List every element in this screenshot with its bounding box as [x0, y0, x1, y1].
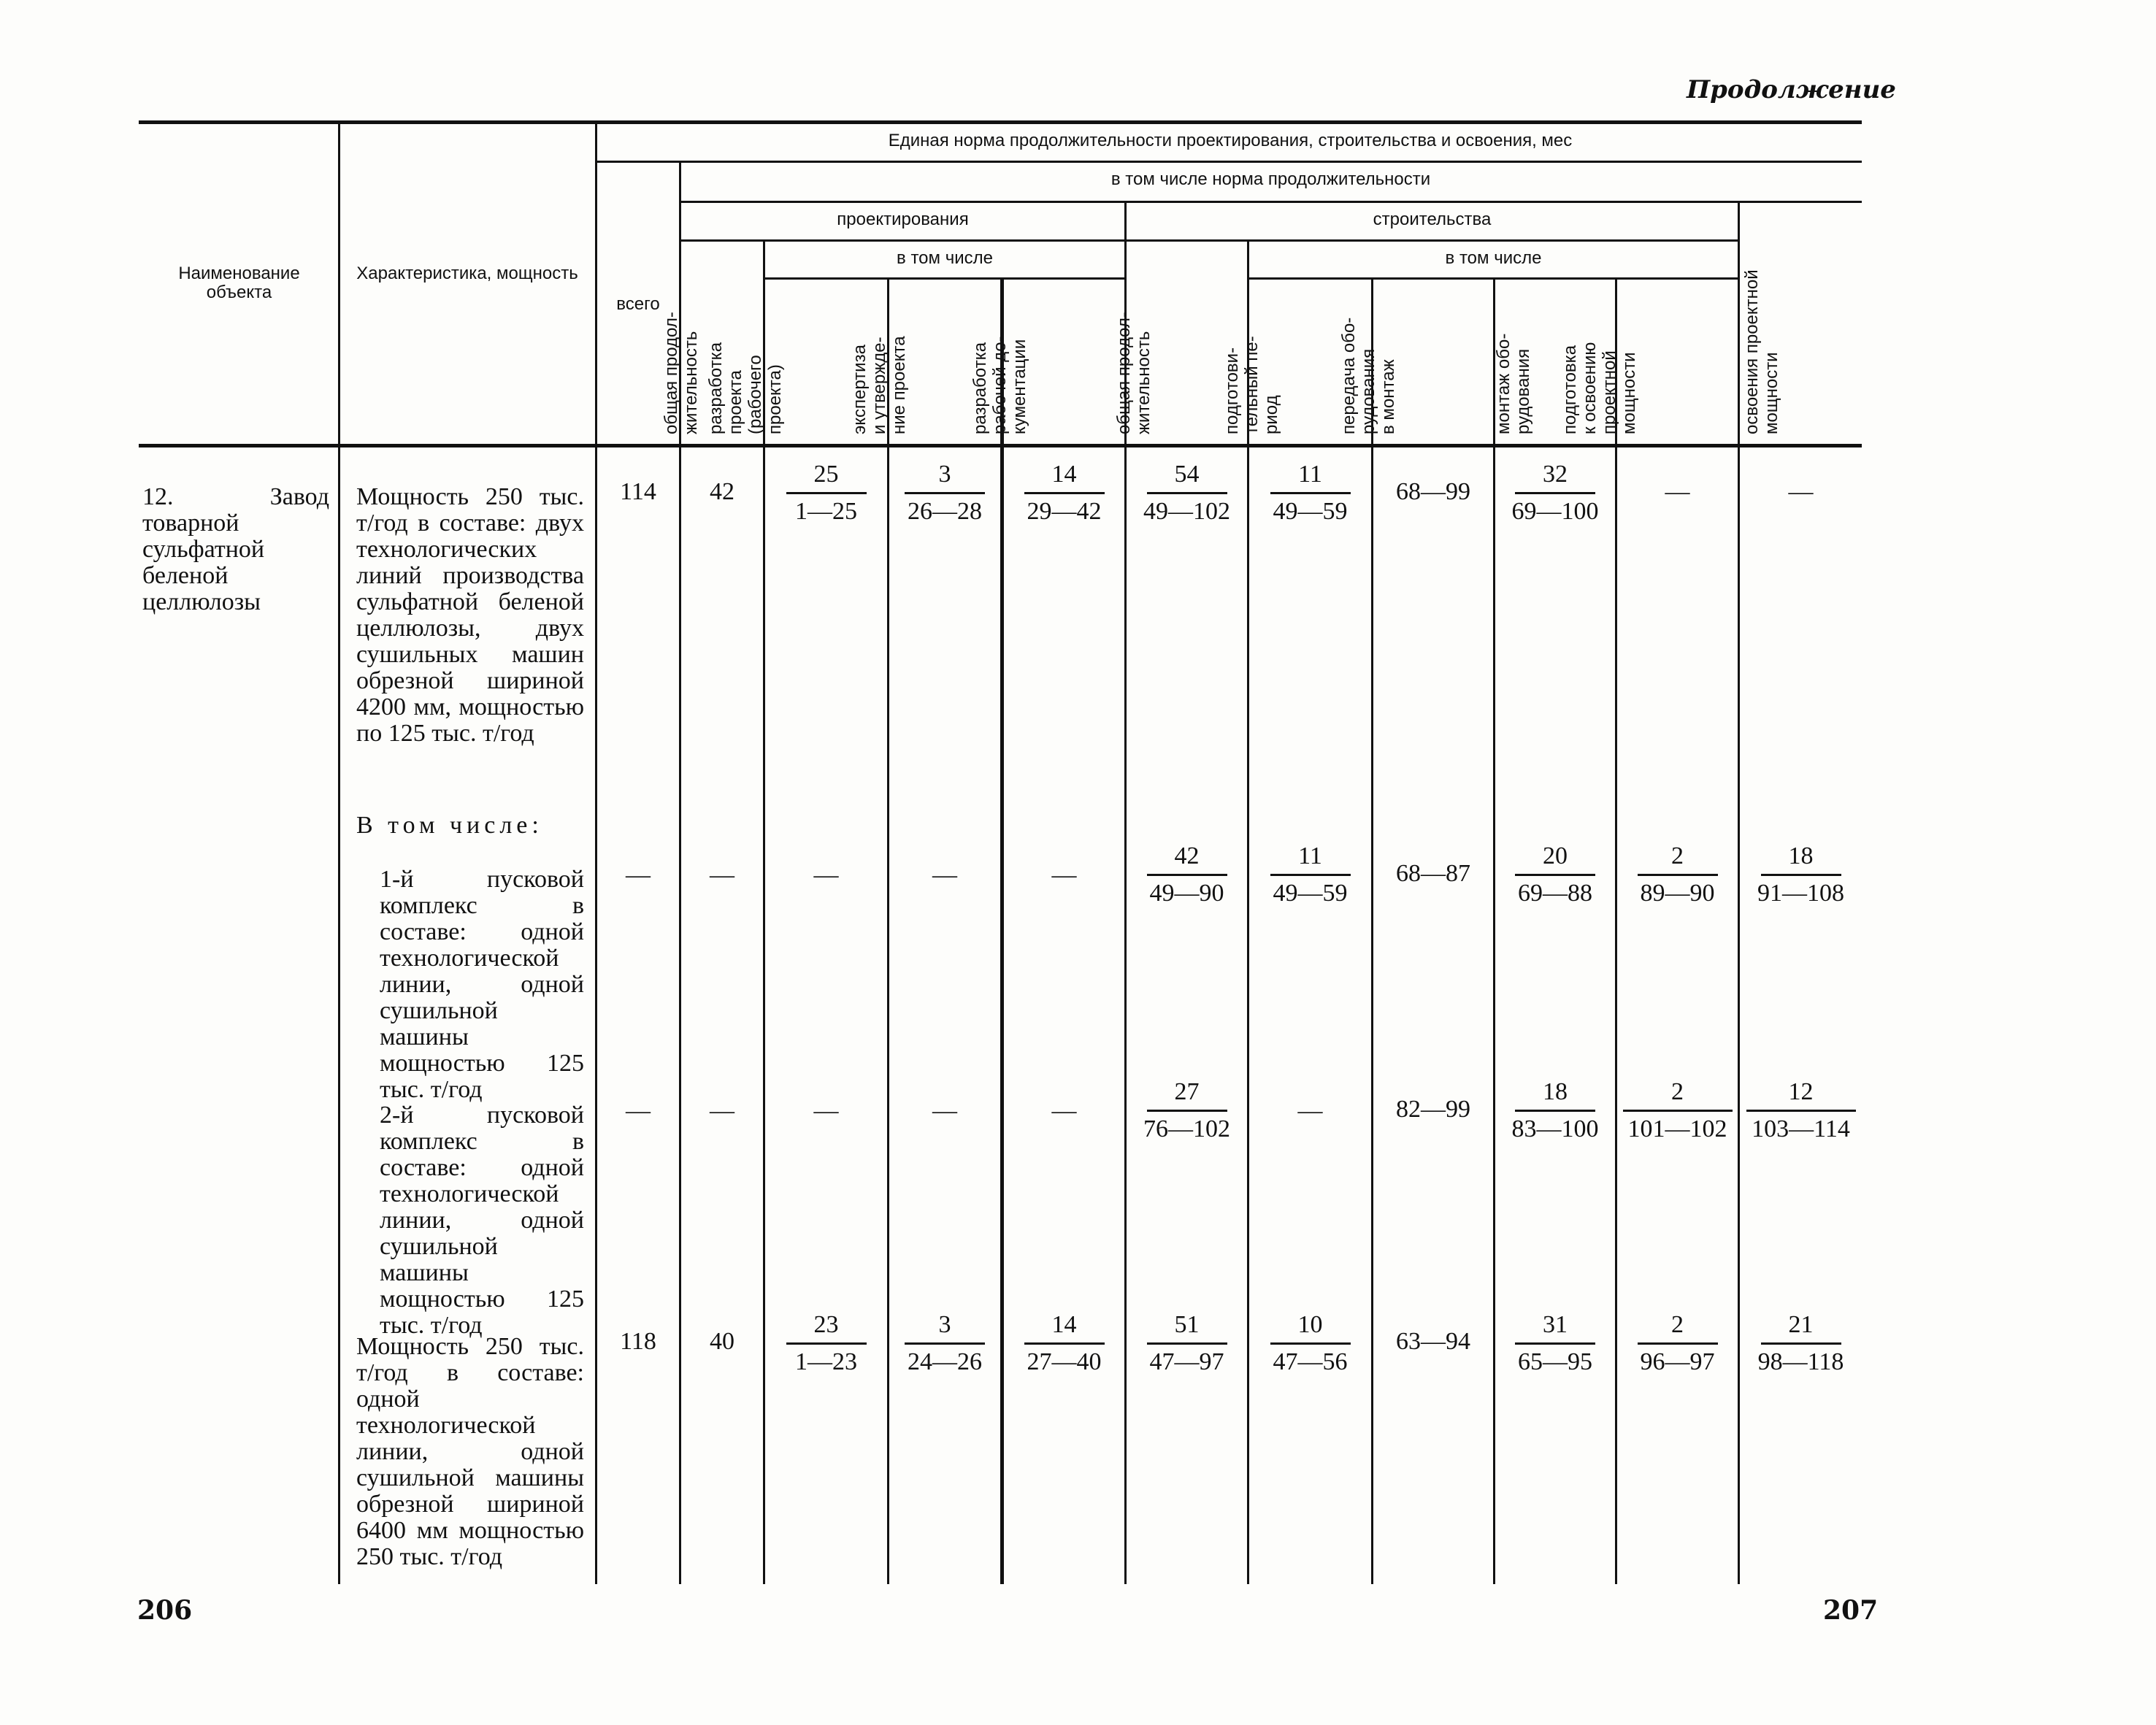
header-object-name: Наименование объекта	[178, 264, 300, 302]
cell-mastering: 12 103—114	[1740, 1077, 1862, 1144]
cell-design-dev: 25 1—25	[765, 460, 887, 526]
cell-design-docs: 14 29—42	[1004, 460, 1124, 526]
cell-design-exam: —	[932, 861, 957, 888]
cell-constr-install: 31 65—95	[1495, 1310, 1615, 1377]
cell-design-docs: —	[1051, 861, 1077, 888]
header-design-dev: разработка проекта (рабочего проекта)	[706, 342, 785, 434]
cell-design-docs: 14 27—40	[1004, 1310, 1124, 1377]
header-constr-transfer: передача обо- рудования в монтаж	[1339, 317, 1398, 434]
cell-mastering: 21 98—118	[1757, 1311, 1844, 1375]
header-unified-norm: Единая норма продолжительности проектирования, строительства и освоения, мес	[888, 131, 1573, 150]
header-constr-install: монтаж обо- рудования	[1494, 333, 1533, 434]
cell-design-total: 42	[710, 478, 734, 505]
cell-constr-prep: 10 47—56	[1249, 1310, 1371, 1377]
cell-constr-install: 18 83—100	[1511, 1078, 1599, 1142]
page-number-left: 206	[137, 1595, 193, 1626]
cell-constr-total: 54 49—102	[1143, 461, 1230, 525]
cell-design-exam: 3 24—26	[889, 1310, 1000, 1377]
cell-mastering: 18 91—108	[1757, 842, 1844, 907]
page-number-right: 207	[1823, 1595, 1879, 1626]
cell-constr-prep: —	[1297, 1097, 1323, 1124]
header-design-including: в том числе	[897, 248, 993, 268]
cell-constr-readiness: 2 89—90	[1617, 842, 1738, 908]
cell-constr-install: 20 69—88	[1495, 842, 1615, 908]
cell-constr-total: 42 49—90	[1127, 842, 1247, 908]
header-constr-readiness: подготовка к освоению проектной мощности	[1560, 342, 1639, 434]
cell-total: 118	[620, 1328, 656, 1355]
cell-constr-readiness: 2 101—102	[1617, 1077, 1738, 1144]
cell-design-dev: 23 1—23	[765, 1310, 887, 1377]
cell-design-total: —	[710, 1097, 734, 1124]
cell-constr-transfer: 68—87	[1396, 860, 1470, 887]
header-mastering: освоения проектной мощности	[1742, 269, 1781, 434]
cell-constr-transfer: 82—99	[1396, 1096, 1470, 1123]
row-characteristic: Мощность 250 тыс. т/год в составе: одной технологической линии, одной сушильной машины обрезной шириной 6400 мм мощностью 250 тыс. т/год	[356, 1333, 584, 1570]
header-characteristic: Характеристика, мощность	[356, 264, 578, 283]
row-characteristic: Мощность 250 тыс. т/год в составе: двух технологических линий производства сульфатной беленой целлюлозы, двух сушильных машин обрезной шириной 4200 мм, мощностью по 125 тыс. т/год	[356, 483, 584, 747]
header-construction: строительства	[1373, 210, 1492, 229]
cell-design-docs: —	[1051, 1097, 1077, 1124]
header-design-total: общая продол- жительность	[661, 312, 701, 434]
header-constr-prep: подготови- тельный пе- риод	[1222, 336, 1281, 434]
header-construction-including: в том числе	[1445, 248, 1542, 268]
cell-design-exam: 3 26—28	[889, 460, 1000, 526]
cell-constr-install: 32 69—100	[1511, 461, 1599, 525]
cell-constr-transfer: 63—94	[1396, 1328, 1470, 1355]
object-name: 12. Завод товарной сульфатной беленой целлюлозы	[142, 483, 329, 615]
cell-design-total: 40	[710, 1328, 734, 1355]
cell-constr-total: 27 76—102	[1143, 1078, 1230, 1142]
header-design-exam: экспертиза и утвержде- ние проекта	[850, 336, 909, 434]
row-characteristic: 1-й пусковой комплекс в составе: одной технологической линии, одной сушильной машины мощностью 125 тыс. т/год	[380, 866, 584, 1103]
row-characteristic: 2-й пусковой комплекс в составе: одной технологической линии, одной сушильной машины мощностью 125 тыс. т/год	[380, 1102, 584, 1339]
cell-design-total: —	[710, 861, 734, 888]
header-including-norm: в том числе норма продолжительности	[1110, 169, 1431, 189]
cell-design-dev: —	[813, 861, 839, 888]
cell-design-dev: —	[813, 1097, 839, 1124]
header-total: всего	[616, 294, 660, 314]
cell-constr-prep: 11 49—59	[1249, 460, 1371, 526]
cell-constr-prep: 11 49—59	[1249, 842, 1371, 908]
cell-design-exam: —	[932, 1097, 957, 1124]
cell-mastering: —	[1788, 478, 1814, 505]
continuation-label: Продолжение	[1687, 75, 1896, 104]
cell-constr-total: 51 47—97	[1127, 1310, 1247, 1377]
cell-constr-readiness: 2 96—97	[1617, 1310, 1738, 1377]
header-constr-total: общая продол- жительность	[1114, 312, 1154, 434]
including-label: В том числе:	[356, 812, 543, 839]
header-design-docs: разработка рабочей до- кументации	[970, 336, 1029, 434]
cell-constr-readiness: —	[1665, 478, 1690, 505]
cell-total: 114	[620, 478, 656, 505]
cell-total: —	[626, 861, 651, 888]
header-design: проектирования	[837, 210, 969, 229]
cell-constr-transfer: 68—99	[1396, 478, 1470, 505]
cell-total: —	[626, 1097, 651, 1124]
